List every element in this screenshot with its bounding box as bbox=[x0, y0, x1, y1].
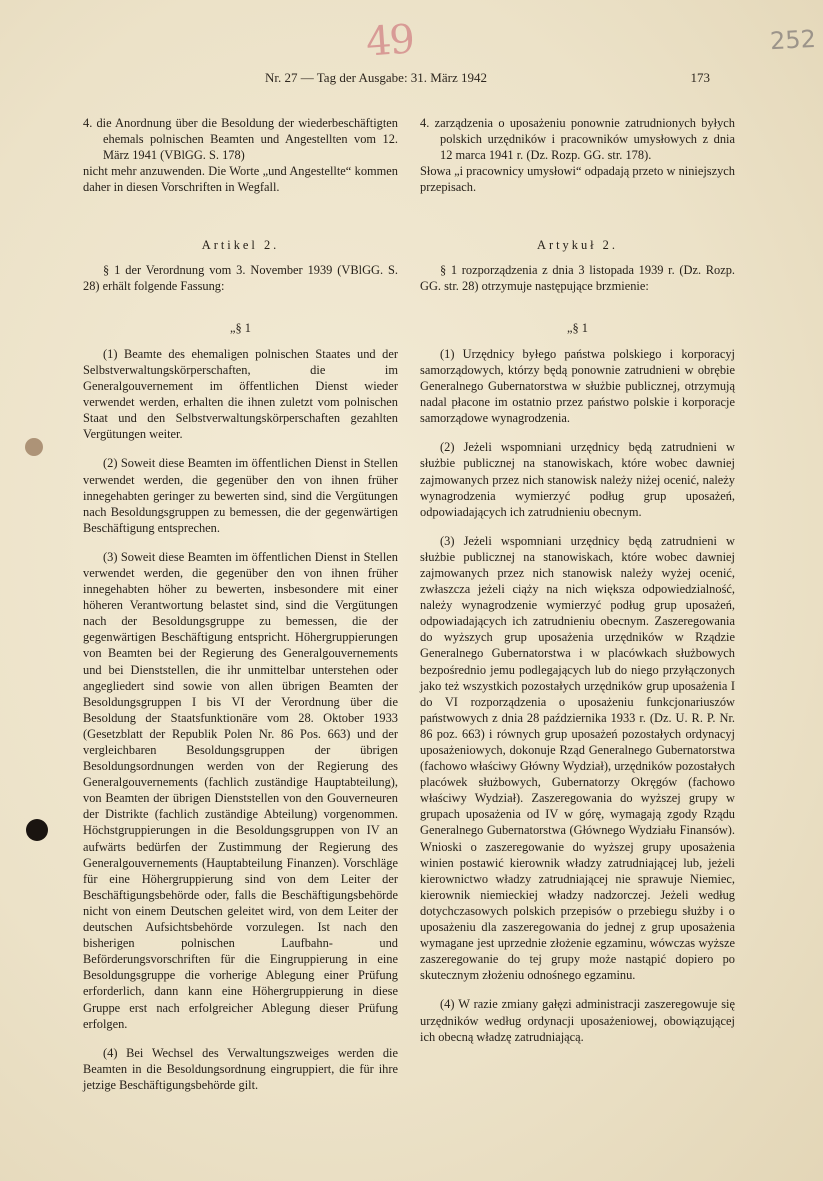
pencil-handwritten-number: 252 bbox=[769, 24, 817, 56]
item-4-pl: 4. zarządzenia o uposażeniu ponownie zatrudnionych byłych polskich urzędników i pracowników umysłowych z dnia 12 marca 1941 r. (Dz. Rozp. GG. str. 178). bbox=[420, 116, 735, 163]
intro-de: § 1 der Verordnung vom 3. November 1939 (VBlGG. S. 28) erhält folgende Fassung: bbox=[83, 262, 398, 293]
issue-line: Nr. 27 — Tag der Ausgabe: 31. März 1942 bbox=[265, 70, 487, 85]
intro-pl: § 1 rozporządzenia z dnia 3 listopada 1939 r. (Dz. Rozp. GG. str. 28) otrzymuje następujące brzmienie: bbox=[420, 262, 735, 293]
paragraph-2-pl: (2) Jeżeli wspomniani urzędnicy będą zatrudnieni w służbie publicznej na stanowiskach, które wobec dawniej zajmowanych przez nich stanowisk należy niżej ocenić, należy wynagrodzenia wymierzyć podług grup uposażeń, odpowiadających ich zatrudnieniu obecnym. bbox=[420, 440, 735, 519]
german-column bbox=[83, 115, 398, 1106]
paragraph-1-pl: (1) Urzędnicy byłego państwa polskiego i korporacyj samorządowych, którzy będą ponownie zatrudnieni w obrębie Generalnego Gubernatorstwa w służbie publicznej, otrzymują nadal płacone im ostatnio przez państwo polskie i korporacje samorządowe wynagrodzenia. bbox=[420, 346, 735, 426]
paragraph-4-de: (4) Bei Wechsel des Verwaltungszweiges werden die Beamten in die Besoldungsordnung eingruppiert, die für ihre jetzige Beschäftigungsbehörde gilt. bbox=[83, 1045, 398, 1092]
paper-stain bbox=[25, 438, 43, 456]
polish-column bbox=[420, 115, 735, 1058]
paragraph-3-pl: (3) Jeżeli wspomniani urzędnicy będą zatrudnieni w służbie publicznej na stanowiskach, które wobec dawniej zajmowanych przez nich stanowisk należy wyżej ocenić, zwłaszcza jeżeli ciąży na nich większa odpowiedzialność, należy wynagrodzenie wymierzyć podług grup uposażeń, odpowiadających ich zatrudnieniu obecnym. Zaszeregowania do wyższych grup uposażenia urzędników w Rządzie Generalnego Gubernatorstwa i w placówkach służbowych bezpośrednio jemu podlegających lub do niego przyłączonych jako też wszystkich pozostałych urzędników grup uposażenia I do VI rozporządzenia o uposażeniu funkcjonariuszów państwowych z dnia 28 października 1933 r. (Dz. U. R. P. Nr. 86 poz. 663) i równych grup uposażeń pozostałych ordynacyj uposażeniowych, dokonuje Rząd Generalnego Gubernatorstwa (fachowo właściwy Główny Wydział), urzędników pozostałych placówek służbowych, Gubernatorzy Okręgów (fachowo właściwy Wydział). Zaszeregowania do wyższej grupy w grupach uposażenia od IV w górę, wymagają zgody Rządu Generalnego Gubernatorstwa (Głównego Wydziału Finansów). Wnioski o zaszeregowanie do wyższej grupy uposażenia winien postawić kierownik władzy zatrudniającej lub, jeżeli kierownictwo władzy zatrudniającej nie sprawuje Niemiec, kierownik niemieckiej władzy nadzorczej. Jeżeli według dotychczasowych polskich przepisów o przebiegu służby i o uposażeniu dla zaszeregowania do jednej z grup uposażenia wymagane jest uprzednie złożenie egzaminu, wówczas wyższe zaszeregowanie do tej grupy może nastąpić dopiero po skutecznym złożeniu odnośnego egzaminu. bbox=[420, 533, 735, 983]
page-number: 173 bbox=[690, 70, 710, 85]
paragraph-3-de: (3) Soweit diese Beamten im öffentlichen Dienst in Stellen verwendet werden, die gegenüber den von ihnen früher innegehabten höher zu bewerten, insbesondere mit einer höheren Verantwortung belastet sind, sind die Vergütungen nach der Besoldungsgruppe zu bemessen, die der gegenwärtigen Beschäftigung entspricht. Höhergruppierungen von Beamten bei der Regierung des Generalgouvernements und bei Dienststellen, die ihr unmittelbar unterstehen oder angegliedert sind sowie von allen übrigen Beamten der Besoldungsgruppen I bis VI der Verordnung über die Besoldung der Staatsfunktionäre vom 28. Oktober 1933 (Gesetzblatt der Republik Polen Nr. 86 Pos. 663) und der vergleichbaren Besoldungsgruppen der übrigen Besoldungsordnungen werden von der Regierung des Generalgouvernements (fachlich zuständige Hauptabteilung), von Beamten der übrigen Dienststellen von den Gouverneuren der Distrikte (fachlich zuständige Abteilung) vorgenommen. Höchstgruppierungen in die Besoldungsgruppen von IV an aufwärts bedürfen der Zustimmung der Regierung des Generalgouvernements (Hauptabteilung Finanzen). Vorschläge für eine Höhergruppierung sind von dem Leiter der Beschäftigungsbehörde oder, falls die Beschäftigungsbehörde nicht von einem Deutschen geleitet wird, von dem Leiter der deutschen Aufsichtsbehörde vorzulegen. Ist nach den bisherigen polnischen Laufbahn- und Beförderungsvorschriften für die Eingruppierung in eine Besoldungsgruppe die vorherige Ablegung einer Prüfung erforderlich, dann kann eine Höhergruppierung in diese Gruppe erst nach erfolgreicher Ablegung dieser Prüfung erfolgen. bbox=[83, 549, 398, 1031]
after-item-de: nicht mehr anzuwenden. Die Worte „und Angestellte“ kommen daher in diesen Vorschriften in Wegfall. bbox=[83, 164, 398, 195]
section-mark-de: „§ 1 bbox=[230, 320, 251, 335]
paragraph-1-de: (1) Beamte des ehemaligen polnischen Staates und der Selbstverwaltungskörperschaften, die im Generalgouvernement im öffentlichen Dienst wieder verwendet werden, erhalten die ihnen zuletzt vom polnischen Staat und den Selbstverwaltungskörperschaften gezahlten Vergütungen weiter. bbox=[83, 346, 398, 442]
punch-hole bbox=[26, 819, 48, 841]
red-handwritten-number: 49 bbox=[364, 16, 415, 66]
paragraph-4-pl: (4) W razie zmiany gałęzi administracji zaszeregowuje się urzędników według ordynacji uposażeniowej, obowiązującej ich obecną władzę zatrudniającą. bbox=[420, 997, 735, 1044]
article-heading-pl: Artykuł 2. bbox=[537, 238, 618, 253]
paragraph-2-de: (2) Soweit diese Beamten im öffentlichen Dienst in Stellen verwendet werden, die gegenüber den von ihnen früher innegehabten geringer zu bewerten sind, sind die Vergütungen nach Besoldungsgruppen zu bemessen, die der gegenwärtigen Beschäftigung entsprechen. bbox=[83, 456, 398, 535]
item-4-de: 4. die Anordnung über die Besoldung der wiederbeschäftigten ehemals polnischen Beamten und Angestellten vom 12. März 1941 (VBlGG. S. 178) bbox=[83, 116, 398, 163]
section-mark-pl: „§ 1 bbox=[567, 320, 588, 335]
article-heading-de: Artikel 2. bbox=[201, 238, 280, 253]
after-item-pl: Słowa „i pracownicy umysłowi“ odpadają przeto w niniejszych przepisach. bbox=[420, 164, 735, 195]
